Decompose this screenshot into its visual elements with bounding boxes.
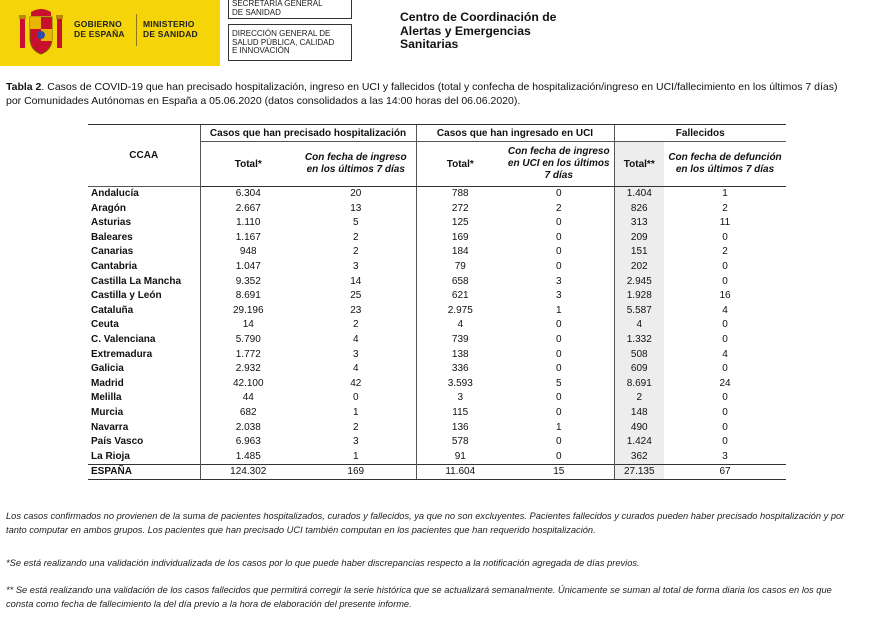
hosp-total-cell: 29.196 — [200, 304, 296, 319]
ccaa-name: Cataluña — [91, 304, 134, 316]
fall-7d-cell: 0 — [722, 363, 728, 375]
ccaa-header: CCAA — [88, 125, 200, 187]
hosp-7d-cell: 2 — [352, 231, 359, 243]
table-row — [88, 406, 786, 421]
ccaa-name: La Rioja — [91, 450, 130, 462]
hosp-total-cell: 6.304 — [200, 187, 296, 202]
hosp-7d-cell: 4 — [352, 363, 359, 375]
hosp-total-cell: 2.932 — [200, 362, 296, 377]
uci-7d-cell: 0 — [555, 333, 562, 345]
fall-7d-cell: 1 — [722, 188, 728, 199]
uci-7d-cell: 0 — [555, 392, 562, 404]
ccaa-name: Ceuta — [91, 319, 119, 331]
hosp-total-cell: 5.790 — [200, 333, 296, 348]
uci-7d-cell: 0 — [555, 319, 562, 331]
fall-7d-cell: 0 — [722, 333, 728, 345]
ccaa-name: Asturias — [91, 217, 132, 229]
col-fall-7d: Con fecha de defunción en los últimos 7 días — [664, 142, 786, 187]
total-ccaa-name: ESPAÑA — [88, 465, 200, 480]
note-fallecidos: ** Se está realizando una validación de los casos fallecidos que permitirá corregir la serie histórica que se actualizará semanalmente. Únicamente se suman al total de forma diaria los casos en los que consta como fecha de fallecimiento la del día previo a la hora de elaboración del presente informe. — [6, 585, 832, 609]
hosp-7d-cell: 14 — [350, 275, 362, 287]
uci-7d-cell: 0 — [555, 348, 562, 360]
total-fall-total-cell: 27.135 — [614, 465, 664, 480]
hosp-7d-cell: 4 — [352, 333, 359, 345]
table-caption — [6, 80, 886, 108]
table-row — [88, 187, 786, 202]
ccaa-name: Murcia — [91, 406, 124, 418]
hosp-total-cell: 1.167 — [200, 231, 296, 246]
hosp-total-cell: 9.352 — [200, 275, 296, 290]
uci-7d-cell: 0 — [555, 260, 562, 272]
fall-7d-cell: 11 — [719, 217, 731, 229]
hosp-7d-cell: 3 — [352, 260, 359, 272]
hosp-total-cell: 682 — [200, 406, 296, 421]
hosp-total-cell: 42.100 — [200, 377, 296, 392]
fall-7d-cell: 2 — [722, 202, 728, 214]
table-row — [88, 421, 786, 436]
fall-total-cell: 202 — [614, 260, 664, 275]
uci-7d-cell: 1 — [555, 304, 562, 316]
fall-total-cell: 209 — [614, 231, 664, 246]
fall-total-cell: 362 — [614, 450, 664, 465]
fall-7d-cell: 4 — [722, 304, 728, 316]
hosp-7d-cell: 2 — [352, 246, 359, 258]
group-hosp-header: Casos que han precisado hospitalización — [200, 125, 416, 142]
fall-total-cell: 8.691 — [614, 377, 664, 392]
ccaa-name: Galicia — [91, 363, 124, 375]
fall-total-cell: 490 — [614, 421, 664, 436]
caption-label: Tabla 2 — [6, 81, 42, 93]
uci-total-cell: 621 — [416, 289, 504, 304]
uci-total-cell: 125 — [416, 216, 504, 231]
total-fall-7d-cell: 67 — [664, 465, 786, 480]
direccion-box: DIRECCIÓN GENERAL DE SALUD PÚBLICA, CALIDAD E INNOVACIÓN — [228, 24, 352, 61]
hosp-7d-cell: 3 — [352, 348, 359, 360]
fall-total-cell: 148 — [614, 406, 664, 421]
uci-total-cell: 91 — [416, 450, 504, 465]
ministerio-label: MINISTERIO DE SANIDAD — [143, 19, 198, 39]
hosp-7d-cell: 20 — [350, 188, 362, 199]
col-uci-total: Total* — [416, 142, 504, 187]
hosp-7d-cell: 1 — [352, 406, 359, 418]
hosp-7d-cell: 2 — [352, 421, 359, 433]
fall-total-cell: 1.404 — [614, 187, 664, 202]
ccaa-name: Navarra — [91, 421, 129, 433]
fall-7d-cell: 0 — [722, 436, 728, 448]
fall-7d-cell: 0 — [722, 421, 728, 433]
uci-total-cell: 2.975 — [416, 304, 504, 319]
government-logo-block — [0, 0, 220, 66]
ccaa-name: Madrid — [91, 377, 124, 389]
uci-total-cell: 136 — [416, 421, 504, 436]
table-row — [88, 304, 786, 319]
table-row — [88, 289, 786, 304]
ccaa-name: Aragón — [91, 202, 126, 214]
uci-7d-cell: 0 — [555, 436, 562, 448]
hosp-total-cell: 6.963 — [200, 435, 296, 450]
coat-of-arms-icon — [18, 6, 64, 56]
table-row — [88, 450, 786, 465]
fall-total-cell: 1.928 — [614, 289, 664, 304]
caption-text-1: . Casos de COVID-19 que han precisado hospitalización, ingreso en UCI y fallecidos (total y confecha de hospitalización/ingreso en UCI/fallecimiento en los últimos 7 días) — [41, 81, 838, 93]
total-hosp-7d-cell: 169 — [296, 465, 416, 480]
uci-7d-cell: 0 — [555, 406, 562, 418]
table-row — [88, 362, 786, 377]
table-row — [88, 275, 786, 290]
total-uci-total-cell: 11.604 — [416, 465, 504, 480]
uci-total-cell: 184 — [416, 245, 504, 260]
ccaa-name: Andalucía — [91, 188, 139, 199]
fall-total-cell: 2 — [614, 391, 664, 406]
fall-7d-cell: 0 — [722, 392, 728, 404]
table-row — [88, 245, 786, 260]
uci-total-cell: 115 — [416, 406, 504, 421]
hosp-total-cell: 44 — [200, 391, 296, 406]
table-row — [88, 435, 786, 450]
fall-total-cell: 2.945 — [614, 275, 664, 290]
uci-total-cell: 788 — [416, 187, 504, 202]
table-row — [88, 231, 786, 246]
hosp-7d-cell: 25 — [350, 290, 362, 302]
fall-7d-cell: 24 — [719, 377, 731, 389]
note-validacion: *Se está realizando una validación individualizada de los casos por lo que puede haber discrepancias respecto a la notificación agregada de días previos. — [6, 558, 640, 568]
hosp-7d-cell: 3 — [352, 436, 359, 448]
ccaa-name: C. Valenciana — [91, 333, 156, 345]
data-table — [88, 124, 786, 480]
uci-7d-cell: 1 — [555, 421, 562, 433]
ccaa-name: Melilla — [91, 392, 122, 404]
fall-total-cell: 609 — [614, 362, 664, 377]
col-fall-total: Total** — [614, 142, 664, 187]
hosp-7d-cell: 13 — [350, 202, 362, 214]
fall-total-cell: 5.587 — [614, 304, 664, 319]
fall-7d-cell: 0 — [722, 231, 728, 243]
fall-7d-cell: 0 — [722, 275, 728, 287]
logo-divider — [136, 14, 137, 46]
hosp-total-cell: 1.485 — [200, 450, 296, 465]
hosp-7d-cell: 23 — [350, 304, 362, 316]
fall-total-cell: 508 — [614, 348, 664, 363]
total-hosp-total-cell: 124.302 — [200, 465, 296, 480]
ccaa-name: Canarias — [91, 246, 134, 258]
uci-total-cell: 4 — [416, 318, 504, 333]
ccaa-name: Cantabria — [91, 260, 138, 272]
uci-7d-cell: 0 — [555, 450, 562, 462]
fall-7d-cell: 3 — [722, 450, 728, 462]
ccaa-name: Baleares — [91, 231, 133, 243]
uci-total-cell: 272 — [416, 202, 504, 217]
fall-7d-cell: 4 — [722, 348, 728, 360]
uci-7d-cell: 0 — [555, 231, 562, 243]
group-uci-header: Casos que han ingresado en UCI — [416, 125, 614, 142]
uci-total-cell: 578 — [416, 435, 504, 450]
table-row — [88, 216, 786, 231]
uci-total-cell: 336 — [416, 362, 504, 377]
uci-7d-cell: 3 — [555, 290, 562, 302]
center-title: Centro de Coordinación de Alertas y Emergencias Sanitarias — [400, 10, 557, 51]
fall-total-cell: 1.424 — [614, 435, 664, 450]
table-row — [88, 318, 786, 333]
fall-total-cell: 826 — [614, 202, 664, 217]
hosp-7d-cell: 2 — [352, 319, 359, 331]
hosp-7d-cell: 5 — [352, 217, 359, 229]
fall-7d-cell: 0 — [722, 260, 728, 272]
secretaria-box: SECRETARÍA GENERAL DE SANIDAD — [228, 0, 352, 19]
ccaa-name: Castilla y León — [91, 290, 162, 302]
fall-total-cell: 151 — [614, 245, 664, 260]
uci-7d-cell: 0 — [555, 246, 562, 258]
table-row — [88, 202, 786, 217]
fall-7d-cell: 2 — [722, 246, 728, 258]
fall-total-cell: 1.332 — [614, 333, 664, 348]
uci-total-cell: 3 — [416, 391, 504, 406]
table-row — [88, 333, 786, 348]
fall-total-cell: 313 — [614, 216, 664, 231]
hosp-total-cell: 1.047 — [200, 260, 296, 275]
hosp-total-cell: 8.691 — [200, 289, 296, 304]
col-hosp-7d: Con fecha de ingreso en los últimos 7 días — [296, 142, 416, 187]
uci-7d-cell: 3 — [555, 275, 562, 287]
uci-total-cell: 739 — [416, 333, 504, 348]
total-row — [88, 465, 786, 480]
uci-7d-cell: 2 — [555, 202, 562, 214]
uci-7d-cell: 0 — [555, 363, 562, 375]
total-uci-7d-cell: 15 — [504, 465, 614, 480]
uci-7d-cell: 5 — [555, 377, 562, 389]
uci-7d-cell: 0 — [555, 217, 562, 229]
fall-7d-cell: 0 — [722, 406, 728, 418]
fall-7d-cell: 16 — [719, 290, 731, 302]
hosp-total-cell: 1.110 — [200, 216, 296, 231]
fall-total-cell: 4 — [614, 318, 664, 333]
hosp-total-cell: 14 — [200, 318, 296, 333]
hosp-total-cell: 2.038 — [200, 421, 296, 436]
fall-7d-cell: 0 — [722, 319, 728, 331]
hosp-7d-cell: 0 — [352, 392, 359, 404]
uci-total-cell: 3.593 — [416, 377, 504, 392]
table-row — [88, 260, 786, 275]
caption-text-2: por Comunidades Autónomas en España a 05.06.2020 (datos consolidados a las 14:00 horas del 06.06.2020). — [6, 95, 521, 107]
hosp-total-cell: 1.772 — [200, 348, 296, 363]
col-uci-7d: Con fecha de ingreso en UCI en los últimos 7 días — [504, 142, 614, 187]
uci-7d-cell: 0 — [555, 188, 562, 199]
gobierno-de-espana-label: GOBIERNO DE ESPAÑA — [74, 19, 125, 39]
uci-total-cell: 79 — [416, 260, 504, 275]
hosp-total-cell: 948 — [200, 245, 296, 260]
hosp-7d-cell: 42 — [350, 377, 362, 389]
ccaa-name: País Vasco — [91, 436, 144, 448]
group-fall-header: Fallecidos — [614, 125, 786, 142]
uci-total-cell: 169 — [416, 231, 504, 246]
table-row — [88, 348, 786, 363]
col-hosp-total: Total* — [200, 142, 296, 187]
uci-total-cell: 138 — [416, 348, 504, 363]
hosp-total-cell: 2.667 — [200, 202, 296, 217]
hosp-7d-cell: 1 — [352, 450, 359, 462]
ccaa-name: Extremadura — [91, 348, 153, 360]
table-row — [88, 377, 786, 392]
table-row — [88, 391, 786, 406]
note-casos: Los casos confirmados no provienen de la suma de pacientes hospitalizados, curados y fallecidos, ya que no son excluyentes. Pacientes fallecidos y curados pueden haber precisado hospitalización y por tanto computar en ambos grupos. Los pacientes que han precisado UCI también computan en los pacientes que han requerido hospitalización. — [6, 511, 845, 535]
ccaa-name: Castilla La Mancha — [91, 275, 182, 287]
uci-total-cell: 658 — [416, 275, 504, 290]
